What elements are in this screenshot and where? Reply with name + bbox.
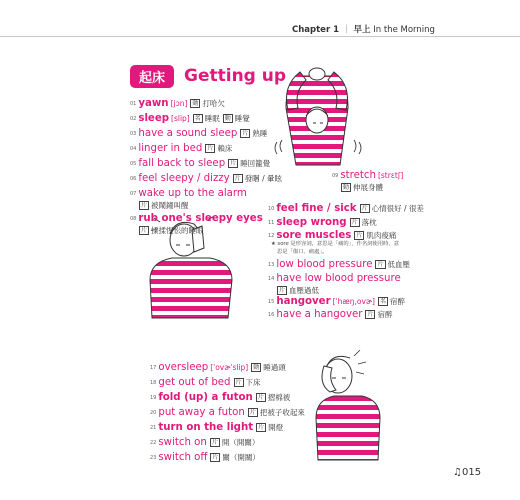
vocab-item: $^{12}$ sore muscles 片 肌肉痠痛 xyxy=(268,230,397,241)
vocab-item: $^{09}$ stretch [strɛtʃ] 動 伸展身體 xyxy=(332,170,404,192)
vocab-item: $^{07}$ wake up to the alarm 片 被鬧鐘叫醒 xyxy=(130,188,247,210)
note-line: ★ sore 是形容詞，意思是「痛的」，作名詞使用時，意 xyxy=(271,241,400,247)
vocab-item: $^{20}$ put away a futon 片 把被子收起來 xyxy=(150,407,305,418)
hangover-man-illustration xyxy=(316,350,380,460)
note-line: 思是「傷口、痛處」。 xyxy=(277,249,328,255)
usage-note xyxy=(271,240,399,256)
section-badge: 起床 xyxy=(130,65,174,88)
vocab-item: $^{10}$ feel fine / sick 片 心情很好 / 很差 xyxy=(268,203,424,214)
chapter-title-zh: 早上 xyxy=(353,25,371,35)
vocab-item: $^{14}$ have low blood pressure 片 血壓過低 xyxy=(268,273,401,295)
chapter-title-en: In the Morning xyxy=(373,25,435,35)
vocab-item: $^{23}$ switch off 片 關（開關） xyxy=(150,452,260,463)
vocab-item: $^{19}$ fold (up) a futon 片 摺棉被 xyxy=(150,392,291,403)
vocab-item: $^{02}$ sleep [slip] 名 睡眠 動 睡覺 xyxy=(130,113,250,124)
vocab-item: $^{15}$ hangover [ˈhæŋ,ovɚ] 名 宿醉 xyxy=(268,296,405,307)
vocab-item: $^{16}$ have a hangover 片 宿醉 xyxy=(268,309,393,320)
chapter-label: Chapter 1 xyxy=(292,25,340,35)
page-number: ♫015 xyxy=(453,467,482,478)
vocab-item: $^{05}$ fall back to sleep 片 睡回籠覺 xyxy=(130,158,271,169)
stretching-woman-illustration xyxy=(275,68,361,165)
chapter-header: Chapter 1 ｜ 早上 In the Morning xyxy=(292,25,435,35)
vocab-item: $^{17}$ oversleep [ˈovɚˈslip] 動 睡過頭 xyxy=(150,362,286,373)
vocab-item: $^{22}$ switch on 片 開（開關） xyxy=(150,437,260,448)
section-title: Getting up xyxy=(184,66,287,86)
vocab-item: $^{04}$ linger in bed 片 賴床 xyxy=(130,143,233,154)
vocab-item: $^{03}$ have a sound sleep 片 熟睡 xyxy=(130,128,268,139)
vocab-item: $^{06}$ feel sleepy / dizzy 片 發睏 / 暈眩 xyxy=(130,173,282,184)
vocab-item: $^{18}$ get out of bed 片 下床 xyxy=(150,377,261,388)
vocab-item: $^{08}$ rub one's sleepy eyes 片 揉揉惺忪的睡眼 xyxy=(130,213,263,235)
vocab-item: $^{21}$ turn on the light 片 開燈 xyxy=(150,422,284,433)
music-note-icon: ♫ xyxy=(453,467,462,478)
vocab-item: $^{01}$ yawn [jɔn] 動 打哈欠 xyxy=(130,98,225,109)
vocab-item: $^{13}$ low blood pressure 片 低血壓 xyxy=(268,259,410,270)
vocab-item: $^{11}$ sleep wrong 片 落枕 xyxy=(268,217,377,228)
